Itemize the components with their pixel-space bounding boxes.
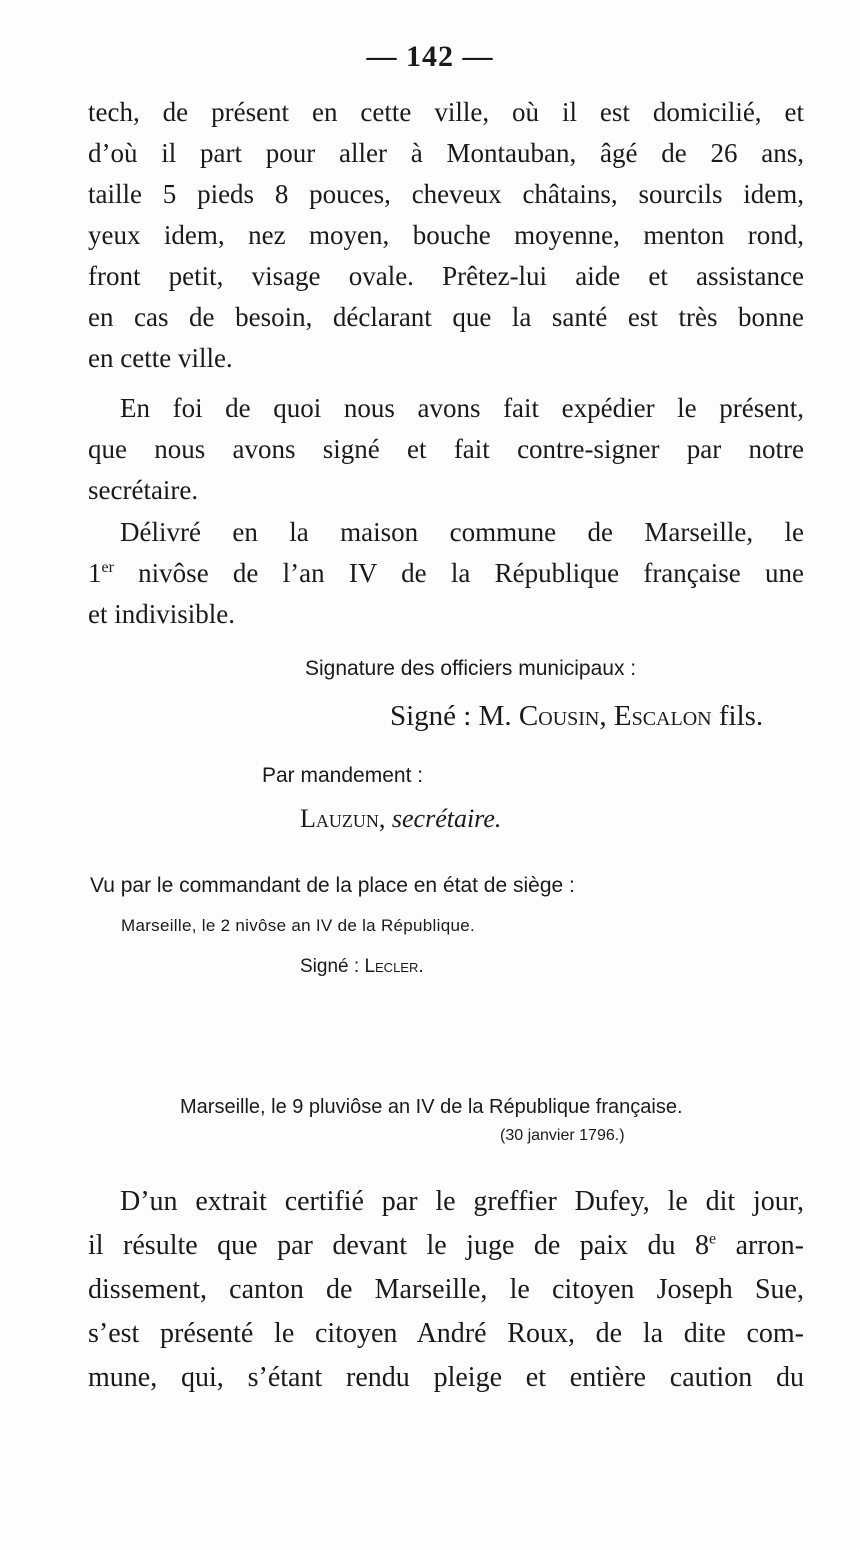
text-line: taille 5 pieds 8 pouces, cheveux châtains, sourcils idem,	[88, 179, 804, 209]
text-line: D’un extrait certifié par le greffier Dufey, le dit jour,	[120, 1186, 804, 1217]
signature-label: Signature des officiers municipaux :	[305, 657, 637, 680]
secretary-role: secrétaire.	[391, 804, 502, 833]
text-line: front petit, visage ovale. Prêtez-lui aide et assistance	[88, 261, 804, 291]
signature-line	[390, 697, 763, 735]
signed-prefix: Signé : M.	[390, 700, 519, 732]
text-line	[88, 1224, 804, 1268]
mandement-label: Par mandement :	[262, 764, 424, 787]
text-line: en cas de besoin, déclarant que la santé est très bonne	[88, 302, 804, 332]
paragraph-1	[88, 92, 804, 379]
dateline-gregorian: (30 janvier 1796.)	[500, 1127, 625, 1144]
paragraph-4	[88, 1180, 804, 1400]
text-line: yeux idem, nez moyen, bouche moyenne, menton rond,	[88, 220, 804, 250]
page-number: — 142 —	[366, 40, 494, 73]
text-line: tech, de présent en cette ville, où il est domicilié, et	[88, 97, 804, 127]
text-line: en cette ville.	[88, 343, 233, 373]
paragraph-3	[88, 512, 804, 635]
ordinal-suffix: er	[101, 559, 114, 576]
text-line-post: arron-	[716, 1230, 805, 1261]
mandement-signature	[300, 802, 501, 836]
text-line: dissement, canton de Marseille, le citoyen Joseph Sue,	[88, 1274, 804, 1305]
text-line: et indivisible.	[88, 599, 235, 629]
signer-suffix: fils.	[711, 700, 764, 732]
vu-par-date: Marseille, le 2 nivôse an IV de la République.	[121, 916, 475, 935]
vu-par-signature	[300, 954, 424, 980]
text-line: En foi de quoi nous avons fait expédier le présent,	[120, 393, 804, 423]
comma: ,	[378, 804, 392, 833]
ordinal-number: 1	[88, 558, 102, 588]
text-line: s’est présenté le citoyen André Roux, de la dite com-	[88, 1318, 804, 1349]
text-line: mune, qui, s’étant rendu pleige et entière caution du	[88, 1362, 804, 1393]
secretary-name: Lauzun	[300, 804, 379, 833]
text-line	[88, 553, 804, 594]
signer-name-1: Cousin	[518, 700, 600, 732]
separator: ,	[599, 700, 614, 732]
signer-name-2: Escalon	[613, 700, 712, 732]
commander-name: Lecler.	[364, 956, 424, 977]
ordinal-suffix: e	[709, 1230, 717, 1248]
text-line: secrétaire.	[88, 475, 199, 505]
text-line-pre: il résulte que par devant le juge de paix du 8	[88, 1230, 709, 1261]
text-line-rest: nivôse de l’an IV de la République française une	[113, 558, 804, 588]
text-line: d’où il part pour aller à Montauban, âgé de 26 ans,	[88, 138, 804, 168]
dateline: Marseille, le 9 pluviôse an IV de la République française.	[180, 1096, 683, 1118]
signed-prefix: Signé :	[300, 956, 365, 977]
text-line: que nous avons signé et fait contre-signer par notre	[88, 434, 804, 464]
paragraph-2	[88, 388, 804, 511]
text-line: Délivré en la maison commune de Marseille, le	[120, 517, 804, 547]
vu-par-line: Vu par le commandant de la place en état de siège :	[90, 874, 575, 897]
